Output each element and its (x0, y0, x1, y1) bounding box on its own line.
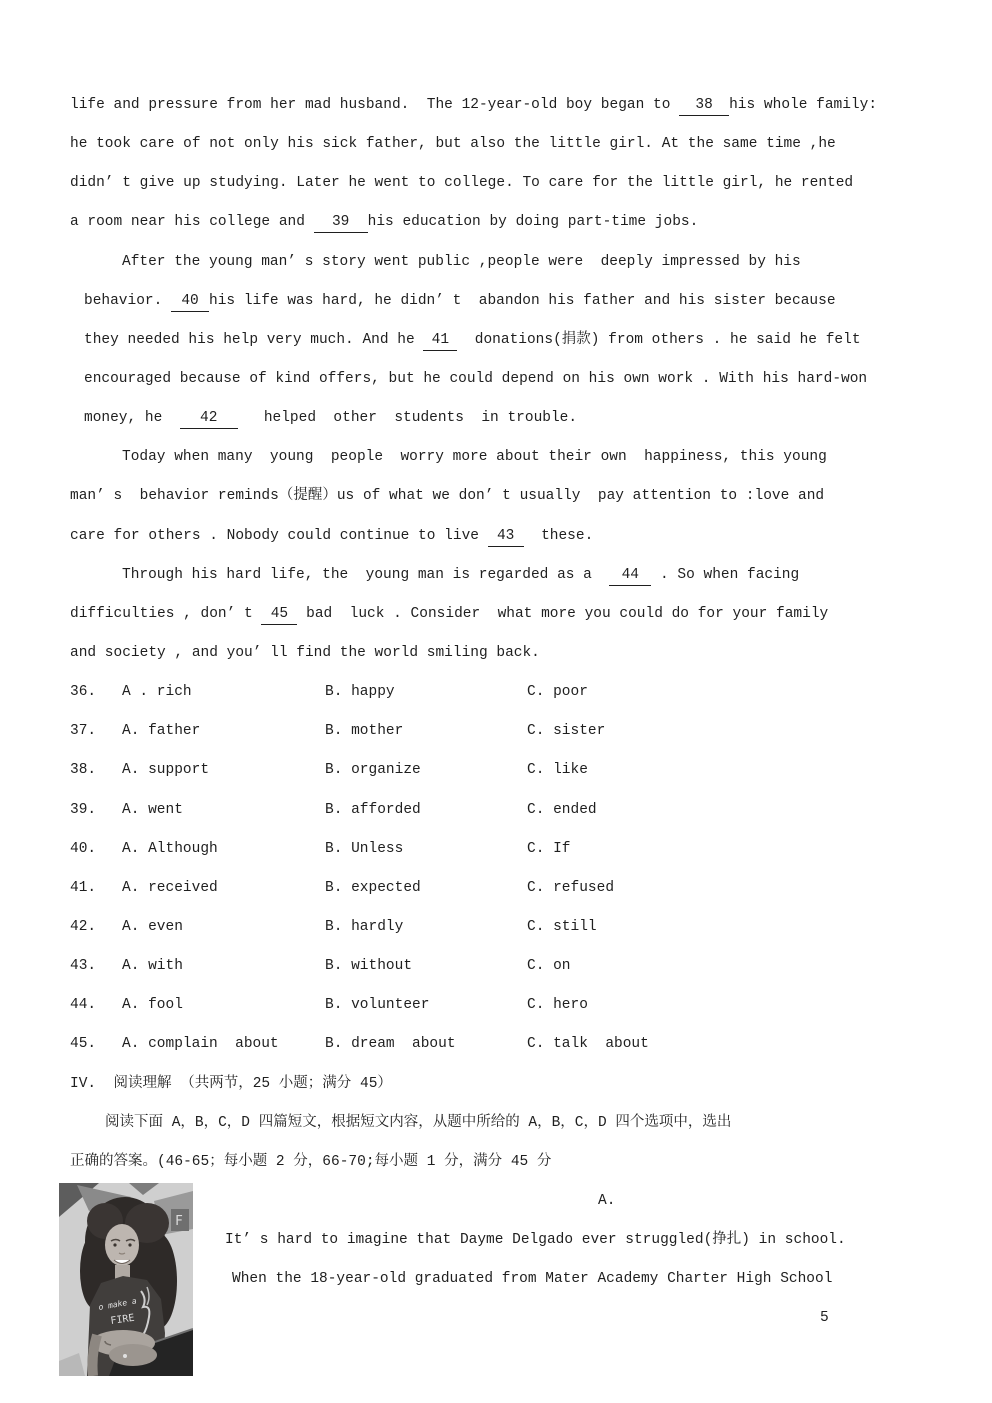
option-a: A. even (122, 918, 183, 935)
option-a: A. support (122, 762, 210, 779)
cloze-line: After the young man’ s story went public ,people were deeply impressed by his (122, 253, 801, 270)
cloze-blank-38: 38 (679, 95, 729, 116)
option-row-38 (70, 751, 930, 790)
student-photo (59, 1183, 193, 1376)
passage-line: When the 18-year-old graduated from Mater Academy Charter High School (232, 1271, 833, 1288)
option-row-43 (70, 947, 930, 986)
option-number: 42. (70, 918, 97, 935)
option-c: C. poor (527, 684, 588, 701)
option-a: A. fool (122, 997, 183, 1014)
option-b: B. organize (325, 762, 421, 779)
cloze-line: they needed his help very much. And he 41 donations(捐款) from others . he said he felt (70, 321, 930, 360)
option-number: 45. (70, 1036, 97, 1053)
option-c: C. like (527, 762, 588, 779)
document-body (70, 86, 930, 1339)
cloze-blank-45: 45 (261, 604, 297, 625)
reading-section-heading: IV. 阅读理解 （共两节，25 小题；满分 45） (70, 1075, 392, 1092)
option-b: B. happy (325, 684, 395, 701)
cloze-line: Through his hard life, the young man is regarded as a 44 . So when facing (70, 556, 930, 595)
cloze-line: behavior. 40 his life was hard, he didn’ t abandon his father and his sister because (70, 282, 930, 321)
option-b: B. expected (325, 879, 421, 896)
cloze-blank-40: 40 (171, 291, 209, 312)
option-c: C. still (527, 918, 597, 935)
cloze-line: encouraged because of kind offers, but he could depend on his own work . With his hard-won (84, 370, 868, 387)
option-number: 37. (70, 723, 97, 740)
instruction-line: 正确的答案。(46-65；每小题 2 分，66-70;每小题 1 分，满分 45 分 (70, 1153, 552, 1170)
option-number: 40. (70, 840, 97, 857)
cloze-blank-39: 39 (314, 212, 368, 233)
page-number: 5 (820, 1310, 829, 1327)
cloze-blank-44: 44 (609, 565, 651, 586)
cloze-line: man’ s behavior reminds（提醒）us of what we don’ t usually pay attention to :love and (70, 488, 825, 505)
option-c: C. refused (527, 879, 615, 896)
option-a: A. with (122, 958, 183, 975)
cloze-line: a room near his college and 39 his education by doing part-time jobs. (70, 203, 930, 242)
svg-text:FIRE: FIRE (109, 1312, 136, 1327)
cloze-line: difficulties , don’ t 45 bad luck . Consider what more you could do for your family (70, 595, 930, 634)
option-row-39 (70, 791, 930, 830)
option-number: 41. (70, 879, 97, 896)
option-b: B. without (325, 958, 413, 975)
option-a: A . rich (122, 684, 192, 701)
cloze-blank-42: 42 (180, 408, 238, 429)
option-a: A. received (122, 879, 218, 896)
option-row-37 (70, 712, 930, 751)
cloze-line: Today when many young people worry more about their own happiness, this young (122, 449, 827, 466)
option-c: C. talk about (527, 1036, 649, 1053)
option-number: 38. (70, 762, 97, 779)
cloze-line: care for others . Nobody could continue to live 43 these. (70, 517, 930, 556)
passage-line: It’ s hard to imagine that Dayme Delgado ever struggled(挣扎) in school. (225, 1232, 846, 1249)
option-a: A. complain about (122, 1036, 279, 1053)
cloze-line: didn’ t give up studying. Later he went to college. To care for the little girl, he rented (70, 175, 854, 192)
instruction-line: 阅读下面 A，B，C，D 四篇短文，根据短文内容，从题中所给的 A，B，C，D 四个选项中，选出 (105, 1114, 732, 1131)
option-number: 39. (70, 801, 97, 818)
option-a: A. father (122, 723, 201, 740)
option-number: 44. (70, 997, 97, 1014)
cloze-blank-43: 43 (488, 526, 524, 547)
student-photo-image (59, 1183, 193, 1376)
svg-text:o make a: o make a (97, 1296, 138, 1312)
option-b: B. dream about (325, 1036, 456, 1053)
cloze-options (70, 673, 930, 1064)
cloze-line: he took care of not only his sick father, but also the little girl. At the same time ,he (70, 136, 836, 153)
cloze-line: money, he 42 helped other students in trouble. (70, 399, 930, 438)
option-c: C. If (527, 840, 571, 857)
option-row-45 (70, 1025, 930, 1064)
option-row-36 (70, 673, 930, 712)
option-a: A. Although (122, 840, 218, 857)
option-row-41 (70, 869, 930, 908)
cloze-blank-41: 41 (423, 330, 457, 351)
cloze-line: life and pressure from her mad husband. The 12-year-old boy began to 38 his whole family: (70, 86, 930, 125)
option-b: B. Unless (325, 840, 404, 857)
option-b: B. hardly (325, 918, 404, 935)
cloze-line: and society , and you’ ll find the world smiling back. (70, 644, 540, 661)
option-row-40 (70, 830, 930, 869)
svg-text:F: F (175, 1214, 183, 1229)
option-number: 36. (70, 684, 97, 701)
option-row-42 (70, 908, 930, 947)
option-b: B. afforded (325, 801, 421, 818)
option-c: C. sister (527, 723, 606, 740)
option-c: C. hero (527, 997, 588, 1014)
option-b: B. volunteer (325, 997, 430, 1014)
passage-label: A. (598, 1192, 616, 1209)
cloze-passage (70, 86, 930, 673)
option-c: C. on (527, 958, 571, 975)
option-a: A. went (122, 801, 183, 818)
option-row-44 (70, 986, 930, 1025)
option-number: 43. (70, 958, 97, 975)
option-b: B. mother (325, 723, 404, 740)
option-c: C. ended (527, 801, 597, 818)
